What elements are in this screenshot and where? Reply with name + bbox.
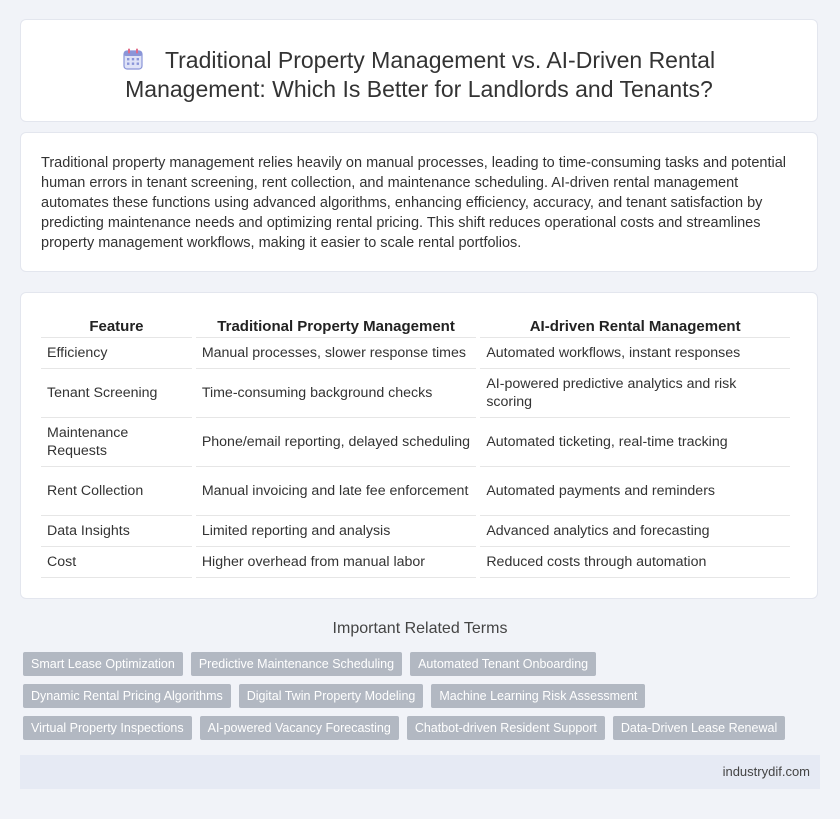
table-row — [41, 467, 790, 516]
related-term-tag[interactable]: Automated Tenant Onboarding — [410, 652, 596, 676]
table-row — [41, 369, 790, 418]
header-traditional: Traditional Property Management — [196, 315, 477, 338]
footer — [20, 755, 820, 789]
traditional-cell: Phone/email reporting, delayed scheduling — [196, 418, 477, 467]
feature-cell: Tenant Screening — [41, 369, 192, 418]
ai-cell: Reduced costs through automation — [480, 547, 790, 578]
ai-cell: Automated workflows, instant responses — [480, 338, 790, 369]
table-row — [41, 418, 790, 467]
header-feature: Feature — [41, 315, 192, 338]
related-term-tag[interactable]: AI-powered Vacancy Forecasting — [200, 716, 399, 740]
intro-paragraph: Traditional property management relies heavily on manual processes, leading to time-consuming tasks and potential human errors in tenant screening, rent collection, and maintenance scheduling. AI-driven rental management automates these functions using advanced algorithms, enhancing efficiency, accuracy, and tenant satisfaction by predicting maintenance needs and optimizing rental pricing. This shift reduces operational costs and streamlines property management workflows, making it easier to scale rental portfolios. — [41, 155, 787, 251]
feature-cell: Efficiency — [41, 338, 192, 369]
related-term-tag[interactable]: Machine Learning Risk Assessment — [431, 684, 645, 708]
related-term-tag[interactable]: Data-Driven Lease Renewal — [613, 716, 785, 740]
related-terms-list — [23, 652, 803, 740]
calendar-icon — [123, 48, 143, 70]
related-terms-title: Important Related Terms — [332, 620, 508, 637]
footer-site-link[interactable]: industrydif.com — [722, 764, 810, 779]
traditional-cell: Higher overhead from manual labor — [196, 547, 477, 578]
feature-cell: Rent Collection — [41, 467, 192, 516]
intro-card — [20, 132, 818, 272]
ai-cell: Automated ticketing, real-time tracking — [480, 418, 790, 467]
related-term-tag[interactable]: Dynamic Rental Pricing Algorithms — [23, 684, 231, 708]
header-ai-driven: AI-driven Rental Management — [480, 315, 790, 338]
table-row — [41, 338, 790, 369]
page-title — [21, 46, 817, 104]
title-line-2: Management: Which Is Better for Landlords and Tenants? — [125, 76, 713, 102]
ai-cell: Automated payments and reminders — [480, 467, 790, 516]
related-term-tag[interactable]: Smart Lease Optimization — [23, 652, 183, 676]
table-header-row — [41, 315, 790, 338]
feature-cell: Cost — [41, 547, 192, 578]
related-term-tag[interactable]: Virtual Property Inspections — [23, 716, 192, 740]
traditional-cell: Time-consuming background checks — [196, 369, 477, 418]
feature-cell: Maintenance Requests — [41, 418, 192, 467]
related-term-tag[interactable]: Predictive Maintenance Scheduling — [191, 652, 402, 676]
traditional-cell: Manual processes, slower response times — [196, 338, 477, 369]
table-row — [41, 516, 790, 547]
ai-cell: Advanced analytics and forecasting — [480, 516, 790, 547]
title-card — [20, 19, 818, 122]
traditional-cell: Limited reporting and analysis — [196, 516, 477, 547]
ai-cell: AI-powered predictive analytics and risk scoring — [480, 369, 790, 418]
related-term-tag[interactable]: Digital Twin Property Modeling — [239, 684, 424, 708]
feature-cell: Data Insights — [41, 516, 192, 547]
comparison-card — [20, 292, 818, 599]
related-term-tag[interactable]: Chatbot-driven Resident Support — [407, 716, 605, 740]
comparison-table — [37, 315, 794, 578]
traditional-cell: Manual invoicing and late fee enforcement — [196, 467, 477, 516]
title-line-1: Traditional Property Management vs. AI-Driven Rental — [164, 47, 716, 73]
table-row — [41, 547, 790, 578]
